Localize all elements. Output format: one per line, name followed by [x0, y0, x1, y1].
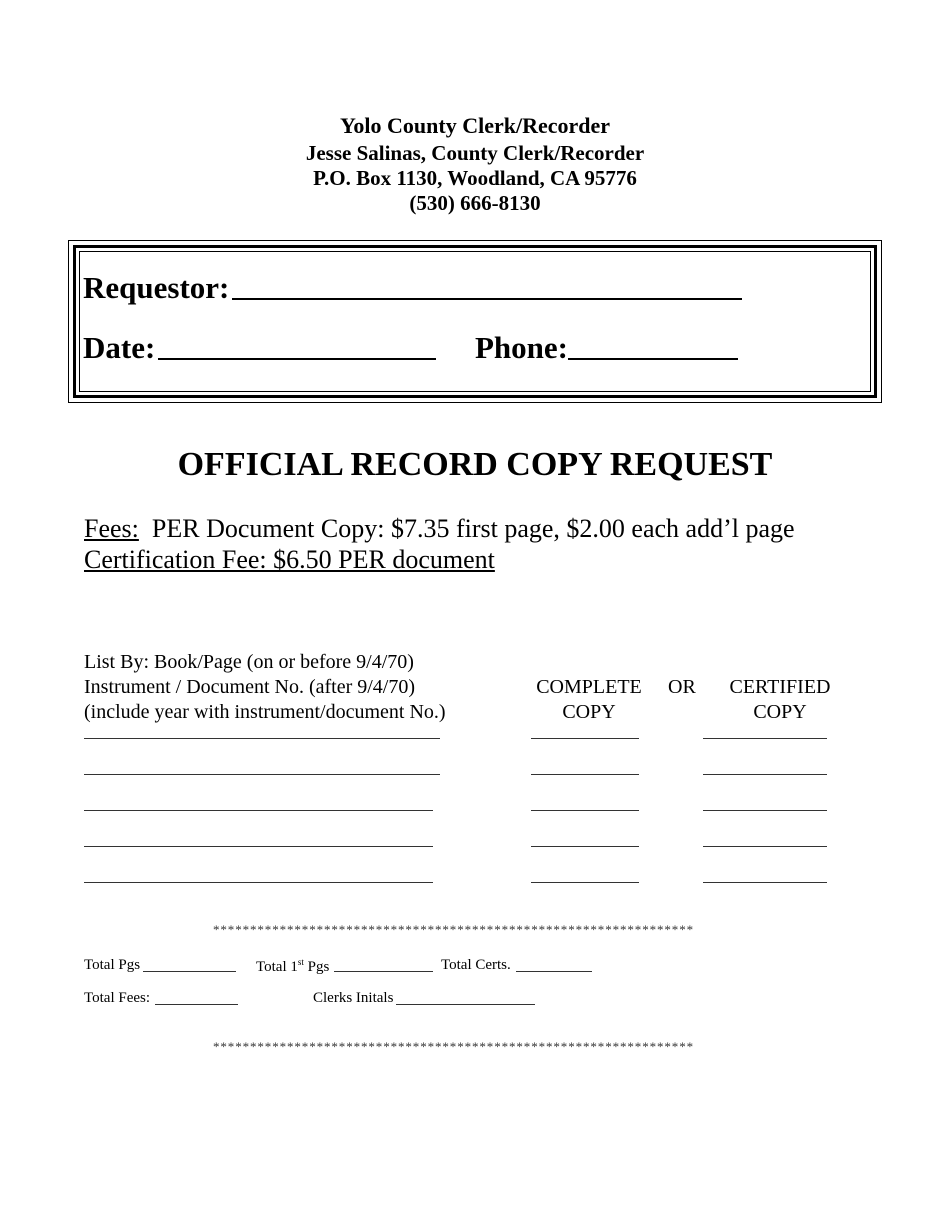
or-label: OR — [668, 676, 696, 698]
fees-label: Fees: — [84, 514, 139, 543]
date-label: Date: — [83, 330, 156, 365]
document-number-field[interactable] — [84, 810, 433, 811]
fees-line — [84, 514, 795, 544]
clerks-initials-label: Clerks Initals — [313, 990, 394, 1006]
total-pgs-label: Total Pgs — [84, 957, 141, 973]
list-instruction: List By: Book/Page (on or before 9/4/70) — [84, 651, 414, 673]
certified-copy-field[interactable] — [703, 774, 827, 775]
complete-copy-field[interactable] — [531, 774, 639, 775]
complete-copy-field[interactable] — [531, 810, 639, 811]
phone-field[interactable] — [568, 358, 738, 360]
total-fees-label: Total Fees: — [84, 990, 151, 1006]
certified-copy-header — [722, 675, 838, 725]
document-number-field[interactable] — [84, 738, 440, 739]
phone-label: Phone: — [475, 330, 568, 365]
official-name: Jesse Salinas, County Clerk/Recorder — [305, 141, 645, 165]
separator-stars: ***************************************************************** — [213, 922, 694, 937]
requestor-box — [68, 240, 882, 403]
requestor-field[interactable] — [232, 298, 742, 300]
certified-copy-field[interactable] — [703, 810, 827, 811]
office-phone: (530) 666-8130 — [409, 191, 541, 215]
requestor-label: Requestor: — [83, 270, 230, 305]
complete-copy-field[interactable] — [531, 846, 639, 847]
complete-copy-field[interactable] — [531, 738, 639, 739]
certified-label: CERTIFIED — [729, 676, 831, 698]
certified-copy-field[interactable] — [703, 882, 827, 883]
document-number-field[interactable] — [84, 774, 440, 775]
date-field[interactable] — [158, 358, 436, 360]
copy-label: COPY — [562, 701, 616, 723]
complete-label: COMPLETE — [536, 676, 642, 698]
document-number-field[interactable] — [84, 882, 433, 883]
form-title: OFFICIAL RECORD COPY REQUEST — [177, 446, 773, 483]
office-address: P.O. Box 1130, Woodland, CA 95776 — [313, 166, 637, 190]
clerks-initials-field[interactable] — [396, 1004, 535, 1005]
total-first-pgs-field[interactable] — [334, 971, 433, 972]
list-instruction: (include year with instrument/document No.) — [84, 701, 446, 723]
separator-stars: ***************************************************************** — [213, 1039, 694, 1054]
total-fees-field[interactable] — [155, 1004, 238, 1005]
total-certs-label: Total Certs. — [441, 957, 511, 973]
list-instruction: Instrument / Document No. (after 9/4/70) — [84, 676, 416, 698]
complete-copy-header — [531, 675, 647, 725]
list-instructions — [84, 650, 446, 725]
total-certs-field[interactable] — [516, 971, 592, 972]
total-first-pgs-label: Total 1st Pgs — [256, 957, 330, 975]
total-pgs-field[interactable] — [143, 971, 236, 972]
office-name: Yolo County Clerk/Recorder — [339, 113, 611, 138]
complete-copy-field[interactable] — [531, 882, 639, 883]
certified-copy-field[interactable] — [703, 738, 827, 739]
certified-copy-field[interactable] — [703, 846, 827, 847]
document-number-field[interactable] — [84, 846, 433, 847]
per-document-fee: PER Document Copy: $7.35 first page, $2.00 each add’l page — [151, 514, 795, 543]
copy-label: COPY — [753, 701, 807, 723]
certification-fee: Certification Fee: $6.50 PER document — [84, 545, 495, 574]
